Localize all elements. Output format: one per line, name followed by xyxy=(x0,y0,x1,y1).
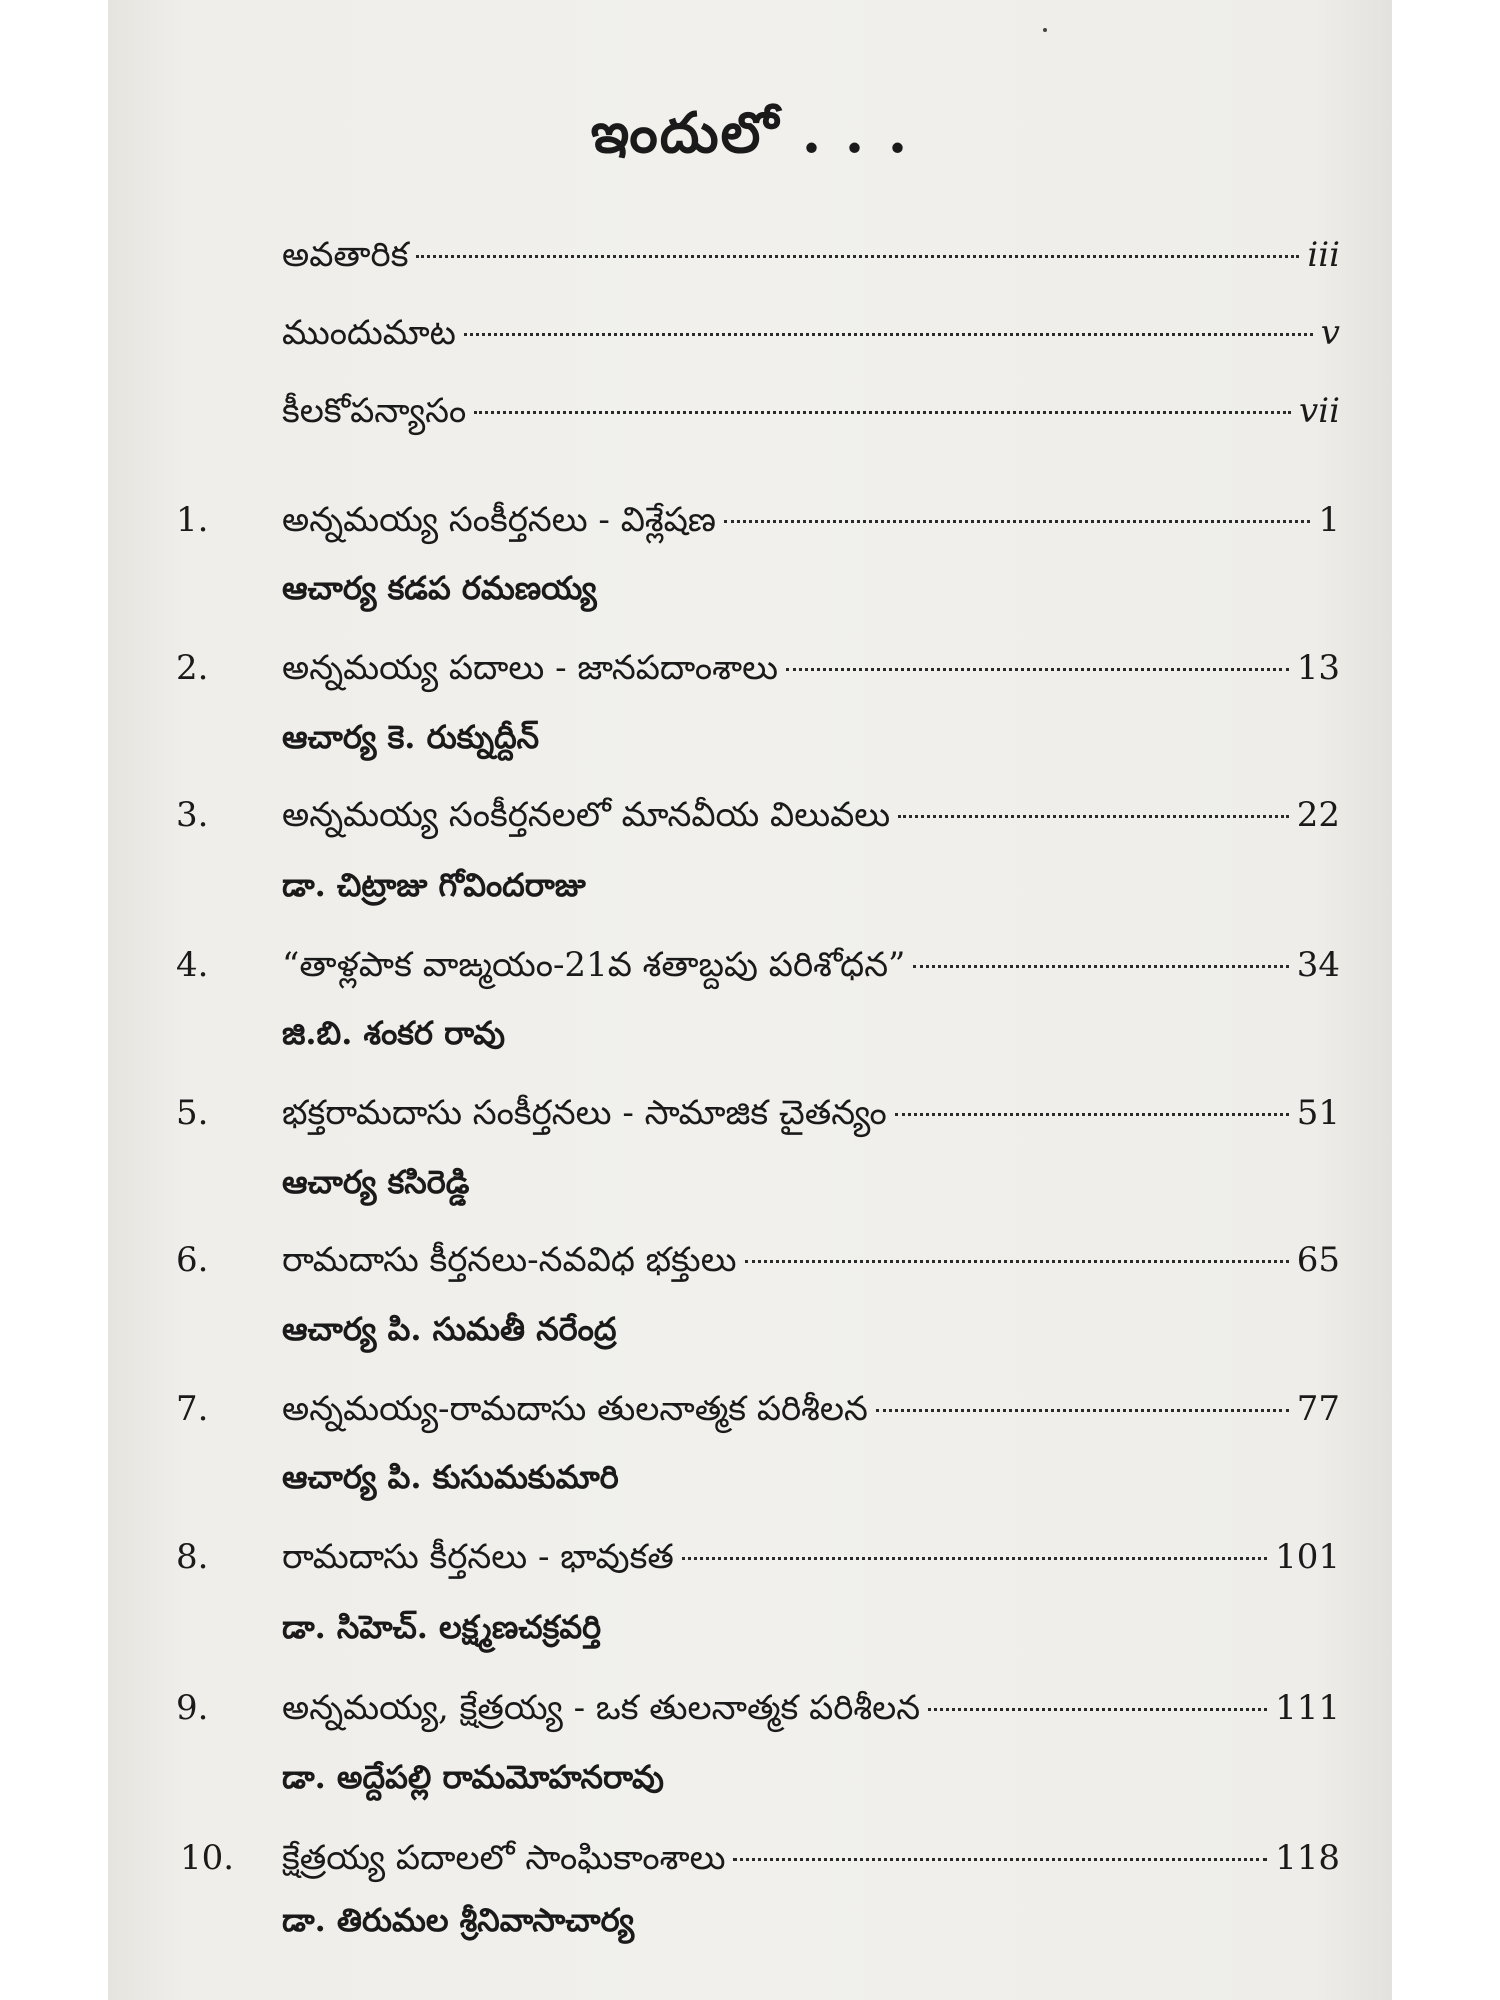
toc-entry-title: కీలకోపన్యాసం xyxy=(282,391,467,431)
toc-entry-author: ఆచార్య కసిరెడ్డి xyxy=(282,1163,470,1201)
toc-entry-title: అన్నమయ్య సంకీర్తనలు - విశ్లేషణ xyxy=(282,500,716,540)
toc-entry-number: 8. xyxy=(176,1537,209,1577)
dot-leader xyxy=(464,333,1313,336)
toc-entry-number: 10. xyxy=(180,1838,235,1878)
toc-page-number: v xyxy=(1320,313,1340,353)
toc-entry-author: డా. సిహెచ్. లక్ష్మణచక్రవర్తి xyxy=(282,1608,602,1646)
toc-entry-title: క్షేత్రయ్య పదాలలో సాంఘికాంశాలు xyxy=(282,1838,726,1878)
toc-page-number: 13 xyxy=(1296,648,1340,688)
toc-entry-number: 1. xyxy=(176,500,209,540)
toc-entry-author: డా. అద్దేపల్లి రామమోహనరావు xyxy=(282,1758,664,1796)
dot-leader xyxy=(898,815,1289,818)
toc-entry-author: డా. చిట్రాజు గోవిందరాజు xyxy=(282,866,586,904)
toc-entry-row xyxy=(108,1235,1392,1285)
toc-entry-author: ఆచార్య పి. కుసుమకుమారి xyxy=(282,1458,619,1496)
toc-page-number: 34 xyxy=(1296,945,1340,985)
dot-leader xyxy=(895,1113,1289,1116)
toc-entry-row xyxy=(108,1532,1392,1582)
toc-entry-row xyxy=(108,790,1392,840)
toc-entry-title: భక్తరామదాసు సంకీర్తనలు - సామాజిక చైతన్యం xyxy=(282,1093,887,1133)
toc-entry-number: 4. xyxy=(176,945,209,985)
toc-page-number: 101 xyxy=(1275,1537,1340,1577)
ink-speck xyxy=(1043,28,1047,32)
toc-entry-title: రామదాసు కీర్తనలు - భావుకత xyxy=(282,1537,674,1577)
page-title: ఇందులో . . . xyxy=(590,100,910,166)
toc-page-number: 77 xyxy=(1296,1389,1340,1429)
toc-entry-author: డా. తిరుమల శ్రీనివాసాచార్య xyxy=(282,1901,635,1939)
toc-page-number: 111 xyxy=(1275,1688,1340,1728)
toc-front-matter-row xyxy=(108,386,1392,436)
toc-entry-number: 2. xyxy=(176,648,209,688)
toc-page-number: iii xyxy=(1307,235,1340,275)
dot-leader xyxy=(928,1708,1267,1711)
dot-leader xyxy=(786,668,1289,671)
toc-entry-title: “తాళ్లపాక వాఙ్మయం-21వ శతాబ్దపు పరిశోధన” xyxy=(282,945,906,985)
toc-entry-row xyxy=(108,1384,1392,1434)
toc-entry-title: అన్నమయ్య సంకీర్తనలలో మానవీయ విలువలు xyxy=(282,795,891,835)
toc-entry-number: 5. xyxy=(176,1093,209,1133)
toc-entry-row xyxy=(108,643,1392,693)
book-page xyxy=(108,0,1392,2000)
toc-entry-row xyxy=(108,495,1392,545)
toc-entry-title: ముందుమాట xyxy=(282,313,456,353)
toc-entry-title: అవతారిక xyxy=(282,235,409,275)
toc-entry-row xyxy=(108,1683,1392,1733)
toc-entry-author: ఆచార్య కె. రుక్నుద్దీన్ xyxy=(282,718,540,756)
toc-entry-row xyxy=(108,940,1392,990)
toc-page-number: 1 xyxy=(1318,500,1340,540)
toc-entry-author: ఆచార్య కడప రమణయ్య xyxy=(282,569,597,607)
toc-entry-author: జి.బి. శంకర రావు xyxy=(282,1014,506,1052)
toc-page-number: 65 xyxy=(1296,1240,1340,1280)
toc-entry-author: ఆచార్య పి. సుమతీ నరేంద్ర xyxy=(282,1310,617,1348)
toc-entry-title: రామదాసు కీర్తనలు-నవవిధ భక్తులు xyxy=(282,1240,737,1280)
dot-leader xyxy=(913,965,1288,968)
toc-page-number: 22 xyxy=(1296,795,1340,835)
toc-entry-row xyxy=(108,1088,1392,1138)
toc-entry-title: అన్నమయ్య-రామదాసు తులనాత్మక పరిశీలన xyxy=(282,1389,868,1429)
dot-leader xyxy=(733,1858,1267,1861)
toc-entry-number: 9. xyxy=(176,1688,209,1728)
dot-leader xyxy=(724,520,1310,523)
toc-front-matter-row xyxy=(108,230,1392,280)
toc-entry-number: 3. xyxy=(176,795,209,835)
dot-leader xyxy=(474,411,1291,414)
toc-page-number: 51 xyxy=(1296,1093,1340,1133)
dot-leader xyxy=(745,1260,1289,1263)
toc-front-matter-row xyxy=(108,308,1392,358)
toc-entry-row xyxy=(108,1833,1392,1883)
dot-leader xyxy=(682,1557,1267,1560)
toc-page-number: vii xyxy=(1299,391,1340,431)
toc-page-number: 118 xyxy=(1275,1838,1340,1878)
toc-entry-title: అన్నమయ్య పదాలు - జానపదాంశాలు xyxy=(282,648,779,688)
toc-entry-number: 6. xyxy=(176,1240,209,1280)
dot-leader xyxy=(876,1409,1289,1412)
toc-entry-title: అన్నమయ్య, క్షేత్రయ్య - ఒక తులనాత్మక పరిశీలన xyxy=(282,1688,921,1728)
dot-leader xyxy=(416,255,1299,258)
toc-entry-number: 7. xyxy=(176,1389,209,1429)
